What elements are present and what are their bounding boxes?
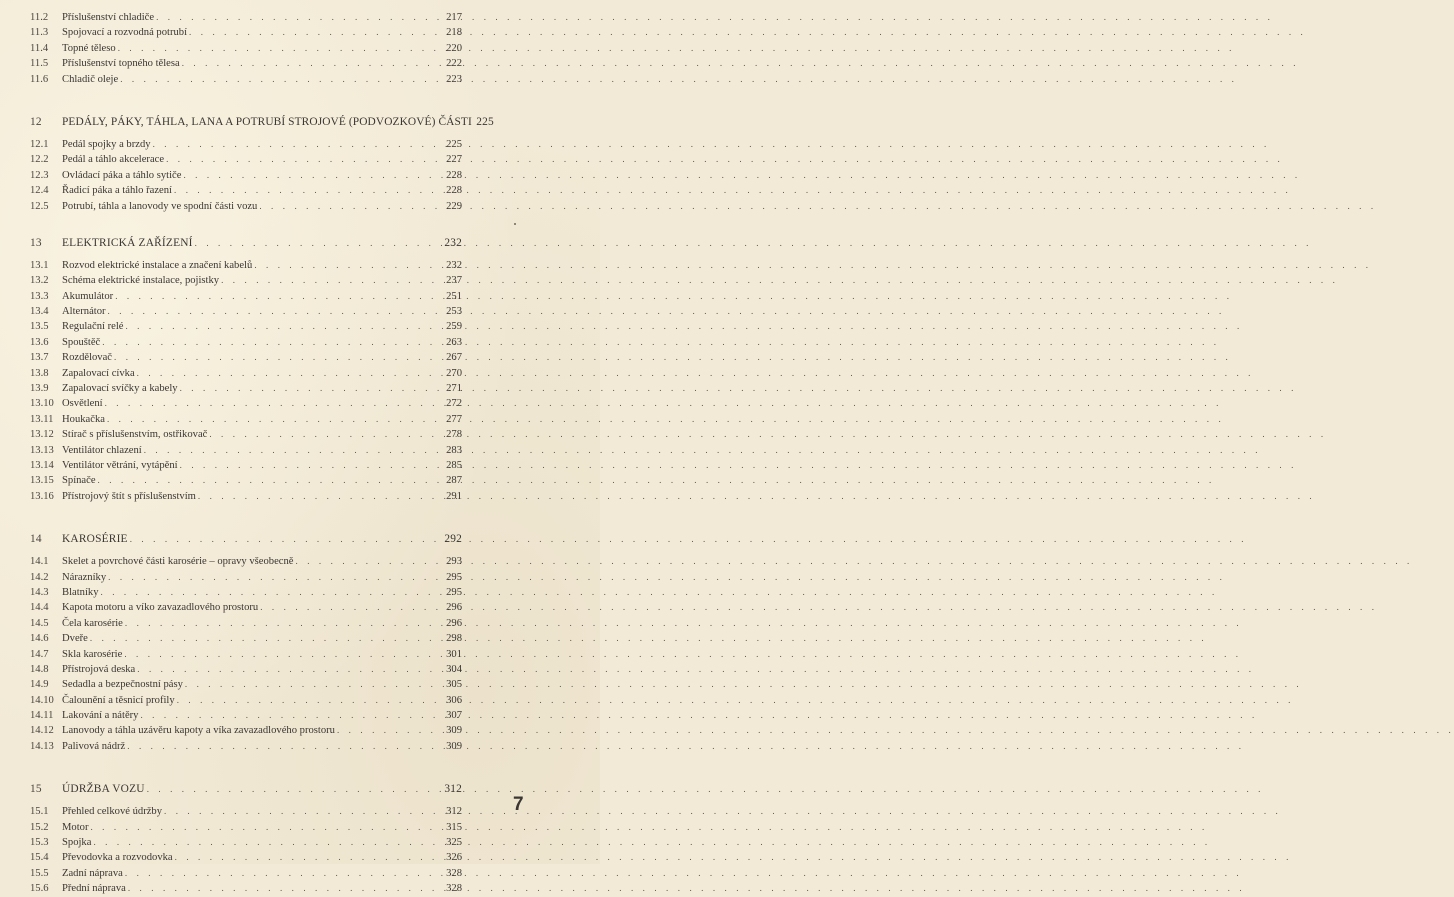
section-page: 267 xyxy=(446,352,462,364)
section-number: 13.3 xyxy=(30,290,49,302)
toc-entry xyxy=(30,183,462,198)
dot-leader xyxy=(174,183,442,198)
section-title: Rozvod elektrické instalace a značení kabelů xyxy=(62,259,253,271)
section-page: 325 xyxy=(446,837,462,849)
section-page: 259 xyxy=(446,321,462,333)
section-number: 14.1 xyxy=(30,556,49,568)
section-page: 228 xyxy=(446,169,462,181)
section-title: Spínače xyxy=(62,475,96,487)
dot-leader xyxy=(147,780,442,798)
toc-entry xyxy=(30,881,462,896)
section-number: 12.2 xyxy=(30,154,49,166)
section-page: 328 xyxy=(446,883,462,895)
dot-leader xyxy=(296,554,442,569)
toc-group-chapter-14 xyxy=(30,554,462,754)
section-title: Topné těleso xyxy=(62,42,116,54)
dot-leader xyxy=(101,585,443,600)
section-page: 217 xyxy=(446,12,462,23)
chapter-title: ÚDRŽBA VOZU xyxy=(62,783,145,796)
dot-leader xyxy=(177,693,442,708)
toc-entry xyxy=(30,489,462,504)
toc-entry xyxy=(30,866,462,881)
section-number: 13.14 xyxy=(30,459,54,471)
dot-leader xyxy=(260,600,442,615)
section-page: 312 xyxy=(446,806,462,818)
section-title: Skelet a povrchové části karosérie – opravy všeobecně xyxy=(62,556,294,568)
dot-leader xyxy=(98,473,442,488)
section-page: 301 xyxy=(446,648,462,660)
dot-leader xyxy=(108,304,442,319)
section-number: 13.16 xyxy=(30,490,54,502)
toc-entry xyxy=(30,585,462,600)
chapter-number: 15 xyxy=(30,783,42,796)
section-number: 13.10 xyxy=(30,398,54,410)
toc-entry xyxy=(30,693,462,708)
chapter-heading xyxy=(30,780,462,798)
section-page: 298 xyxy=(446,633,462,645)
section-title: Stírač s příslušenstvím, ostřikovač xyxy=(62,429,208,441)
section-page: 328 xyxy=(446,867,462,879)
chapter-page: 225 xyxy=(476,115,494,128)
section-title: Čela karosérie xyxy=(62,617,123,629)
toc-entry xyxy=(30,427,462,442)
section-title: Spouštěč xyxy=(62,336,101,348)
section-number: 13.13 xyxy=(30,444,54,456)
dot-leader xyxy=(115,289,442,304)
dot-leader xyxy=(118,41,442,56)
section-number: 14.7 xyxy=(30,648,49,660)
section-number: 15.5 xyxy=(30,867,49,879)
section-title: Alternátor xyxy=(62,306,106,318)
toc-entry xyxy=(30,835,462,850)
section-title: Pedál spojky a brzdy xyxy=(62,138,151,150)
dot-leader xyxy=(198,489,442,504)
section-page: 291 xyxy=(446,490,462,502)
section-number: 12.1 xyxy=(30,138,49,150)
dot-leader xyxy=(259,199,442,214)
section-page: 218 xyxy=(446,27,462,39)
dot-leader xyxy=(209,427,442,442)
dot-leader xyxy=(127,739,442,754)
section-page: 295 xyxy=(446,571,462,583)
dot-leader xyxy=(180,381,442,396)
toc-chapter-14 xyxy=(30,530,462,548)
section-title: Kapota motoru a víko zavazadlového prostoru xyxy=(62,602,259,614)
section-page: 287 xyxy=(446,475,462,487)
toc-entry xyxy=(30,289,462,304)
toc-entry xyxy=(30,662,462,677)
dot-leader xyxy=(114,350,442,365)
section-number: 12.4 xyxy=(30,185,49,197)
toc-entry xyxy=(30,677,462,692)
dot-leader xyxy=(221,273,442,288)
section-title: Sedadla a bezpečnostní pásy xyxy=(62,679,183,691)
section-title: Přední náprava xyxy=(62,883,126,895)
toc-entry xyxy=(30,72,462,87)
dot-leader xyxy=(164,804,442,819)
toc-entry xyxy=(30,25,462,40)
toc-entry xyxy=(30,304,462,319)
dot-leader xyxy=(120,72,442,87)
dot-leader xyxy=(137,662,442,677)
section-page: 270 xyxy=(446,367,462,379)
toc-chapter-15 xyxy=(30,780,462,798)
section-page: 283 xyxy=(446,444,462,456)
section-number: 11.3 xyxy=(30,27,49,39)
section-number: 14.11 xyxy=(30,710,54,722)
section-page: 227 xyxy=(446,154,462,166)
section-number: 13.12 xyxy=(30,429,54,441)
dot-leader xyxy=(125,319,442,334)
toc-entry xyxy=(30,273,462,288)
section-number: 11.2 xyxy=(30,12,49,23)
toc-entry xyxy=(30,381,462,396)
section-title: Lanovody a táhla uzávěru kapoty a víka zavazadlového prostoru xyxy=(62,725,335,737)
section-number: 11.4 xyxy=(30,42,49,54)
dot-leader xyxy=(156,10,442,25)
dot-leader xyxy=(153,137,442,152)
section-title: Motor xyxy=(62,821,89,833)
toc-entry xyxy=(30,804,462,819)
section-title: Rozdělovač xyxy=(62,352,113,364)
section-number: 12.3 xyxy=(30,169,49,181)
section-title: Palivová nádrž xyxy=(62,740,126,752)
section-number: 14.9 xyxy=(30,679,49,691)
toc-chapter-12 xyxy=(30,113,494,131)
section-number: 14.8 xyxy=(30,663,49,675)
section-number: 11.6 xyxy=(30,73,49,85)
toc-entry xyxy=(30,443,462,458)
section-title: Řadicí páka a táhlo řazení xyxy=(62,185,173,197)
chapter-number: 13 xyxy=(30,236,42,249)
section-number: 13.7 xyxy=(30,352,49,364)
document-page xyxy=(0,0,600,895)
section-number: 15.6 xyxy=(30,883,49,895)
toc-entry xyxy=(30,258,462,273)
section-page: 272 xyxy=(446,398,462,410)
section-page: 309 xyxy=(446,740,462,752)
section-page: 305 xyxy=(446,679,462,691)
dot-leader xyxy=(93,835,442,850)
section-title: Zadní náprava xyxy=(62,867,123,879)
dot-leader xyxy=(140,708,442,723)
section-page: 296 xyxy=(446,602,462,614)
chapter-page: 292 xyxy=(444,533,462,546)
toc-entry xyxy=(30,554,462,569)
dot-leader xyxy=(166,152,442,167)
dot-leader xyxy=(108,570,442,585)
section-page: 220 xyxy=(446,42,462,54)
section-title: Zapalovací svíčky a kabely xyxy=(62,383,178,395)
toc-entry xyxy=(30,41,462,56)
section-title: Přístrojová deska xyxy=(62,663,136,675)
dot-leader xyxy=(189,25,442,40)
toc-entry xyxy=(30,570,462,585)
section-title: Schéma elektrické instalace, pojistky xyxy=(62,275,220,287)
section-number: 13.5 xyxy=(30,321,49,333)
chapter-heading xyxy=(30,234,462,252)
section-number: 14.13 xyxy=(30,740,54,752)
toc-group-chapter-15 xyxy=(30,804,462,896)
section-page: 222 xyxy=(446,58,462,70)
chapter-number: 12 xyxy=(30,115,42,128)
section-number: 14.2 xyxy=(30,571,49,583)
section-page: 223 xyxy=(446,73,462,85)
toc-entry xyxy=(30,396,462,411)
toc-entry xyxy=(30,600,462,615)
dot-leader xyxy=(183,168,442,183)
dot-leader xyxy=(124,647,442,662)
toc-entry xyxy=(30,137,462,152)
section-title: Přehled celkové údržby xyxy=(62,806,163,818)
dot-leader xyxy=(137,366,442,381)
section-number: 12.5 xyxy=(30,200,49,212)
section-page: 285 xyxy=(446,459,462,471)
toc-chapter-13 xyxy=(30,234,462,252)
section-title: Ventilátor větrání, vytápění xyxy=(62,459,178,471)
section-page: 315 xyxy=(446,821,462,833)
section-title: Nárazníky xyxy=(62,571,107,583)
section-number: 13.11 xyxy=(30,413,54,425)
toc-entry xyxy=(30,458,462,473)
toc-entry xyxy=(30,647,462,662)
dot-leader xyxy=(102,335,442,350)
section-number: 11.5 xyxy=(30,58,49,70)
section-number: 14.6 xyxy=(30,633,49,645)
toc-entry xyxy=(30,199,462,214)
page-number: 7 xyxy=(513,794,524,815)
toc-entry xyxy=(30,850,462,865)
section-title: Chladič oleje xyxy=(62,73,119,85)
toc-entry xyxy=(30,366,462,381)
section-number: 15.4 xyxy=(30,852,49,864)
toc-entry xyxy=(30,10,462,25)
section-number: 13.8 xyxy=(30,367,49,379)
chapter-title: KAROSÉRIE xyxy=(62,533,128,546)
section-number: 15.3 xyxy=(30,837,49,849)
section-page: 271 xyxy=(446,383,462,395)
section-page: 263 xyxy=(446,336,462,348)
section-title: Lakování a nátěry xyxy=(62,710,139,722)
section-title: Potrubí, táhla a lanovody ve spodní části vozu xyxy=(62,200,258,212)
chapter-page: 312 xyxy=(444,783,462,796)
dot-leader xyxy=(107,412,442,427)
toc-entry xyxy=(30,56,462,71)
section-page: 293 xyxy=(446,556,462,568)
section-number: 13.15 xyxy=(30,475,54,487)
section-page: 306 xyxy=(446,694,462,706)
section-number: 13.9 xyxy=(30,383,49,395)
toc-entry xyxy=(30,723,462,738)
toc-entry xyxy=(30,319,462,334)
print-speck xyxy=(514,223,516,225)
section-title: Regulační relé xyxy=(62,321,124,333)
toc-entry xyxy=(30,473,462,488)
section-number: 15.2 xyxy=(30,821,49,833)
section-title: Ventilátor chlazení xyxy=(62,444,142,456)
section-title: Pedál a táhlo akcelerace xyxy=(62,154,165,166)
section-title: Spojka xyxy=(62,837,92,849)
table-of-contents xyxy=(30,10,494,897)
toc-entry xyxy=(30,616,462,631)
section-title: Akumulátor xyxy=(62,290,114,302)
dot-leader xyxy=(128,881,442,896)
section-title: Čalounění a těsnicí profily xyxy=(62,694,175,706)
section-page: 253 xyxy=(446,306,462,318)
chapter-number: 14 xyxy=(30,533,42,546)
section-number: 13.2 xyxy=(30,275,49,287)
dot-leader xyxy=(105,396,442,411)
dot-leader xyxy=(125,866,442,881)
section-page: 307 xyxy=(446,710,462,722)
chapter-heading xyxy=(30,113,494,131)
dot-leader xyxy=(180,458,442,473)
toc-entry xyxy=(30,708,462,723)
section-title: Příslušenství chladiče xyxy=(62,12,155,23)
toc-entry xyxy=(30,335,462,350)
section-page: 278 xyxy=(446,429,462,441)
chapter-heading xyxy=(30,530,462,548)
section-number: 14.12 xyxy=(30,725,54,737)
section-title: Převodovka a rozvodovka xyxy=(62,852,173,864)
toc-entry xyxy=(30,168,462,183)
toc-entry xyxy=(30,820,462,835)
dot-leader xyxy=(195,234,442,252)
dot-leader xyxy=(144,443,442,458)
dot-leader xyxy=(182,56,442,71)
section-title: Zapalovací cívka xyxy=(62,367,135,379)
section-page: 309 xyxy=(446,725,462,737)
section-title: Ovládací páka a táhlo sytiče xyxy=(62,169,182,181)
section-page: 232 xyxy=(446,259,462,271)
toc-group-chapter-11 xyxy=(30,10,462,87)
dot-leader xyxy=(254,258,442,273)
toc-entry xyxy=(30,631,462,646)
dot-leader xyxy=(185,677,442,692)
section-number: 14.4 xyxy=(30,602,49,614)
section-page: 326 xyxy=(446,852,462,864)
section-page: 229 xyxy=(446,200,462,212)
section-title: Spojovací a rozvodná potrubí xyxy=(62,27,188,39)
toc-entry xyxy=(30,412,462,427)
section-number: 15.1 xyxy=(30,806,49,818)
toc-entry xyxy=(30,739,462,754)
section-page: 251 xyxy=(446,290,462,302)
section-title: Blatníky xyxy=(62,586,99,598)
section-title: Osvětlení xyxy=(62,398,103,410)
section-title: Přístrojový štít s příslušenstvím xyxy=(62,490,196,502)
section-page: 228 xyxy=(446,185,462,197)
section-page: 237 xyxy=(446,275,462,287)
section-page: 277 xyxy=(446,413,462,425)
section-page: 296 xyxy=(446,617,462,629)
section-number: 13.1 xyxy=(30,259,49,271)
toc-group-chapter-13 xyxy=(30,258,462,504)
dot-leader xyxy=(125,616,442,631)
dot-leader xyxy=(90,631,442,646)
section-page: 304 xyxy=(446,663,462,675)
chapter-title: PEDÁLY, PÁKY, TÁHLA, LANA A POTRUBÍ STROJOVÉ (PODVOZKOVÉ) ČÁSTI xyxy=(62,115,472,128)
section-title: Skla karosérie xyxy=(62,648,123,660)
dot-leader xyxy=(337,723,442,738)
section-number: 14.3 xyxy=(30,586,49,598)
dot-leader xyxy=(90,820,442,835)
section-number: 14.5 xyxy=(30,617,49,629)
section-page: 225 xyxy=(446,138,462,150)
toc-entry xyxy=(30,152,462,167)
chapter-page: 232 xyxy=(444,236,462,249)
section-number: 13.6 xyxy=(30,336,49,348)
section-title: Houkačka xyxy=(62,413,105,425)
section-number: 13.4 xyxy=(30,306,49,318)
toc-entry xyxy=(30,350,462,365)
dot-leader xyxy=(130,530,442,548)
dot-leader xyxy=(175,850,442,865)
section-title: Dveře xyxy=(62,633,88,645)
section-number: 14.10 xyxy=(30,694,54,706)
chapter-title: ELEKTRICKÁ ZAŘÍZENÍ xyxy=(62,236,193,249)
section-title: Příslušenství topného tělesa xyxy=(62,58,180,70)
toc-group-chapter-12 xyxy=(30,137,462,214)
section-page: 295 xyxy=(446,586,462,598)
